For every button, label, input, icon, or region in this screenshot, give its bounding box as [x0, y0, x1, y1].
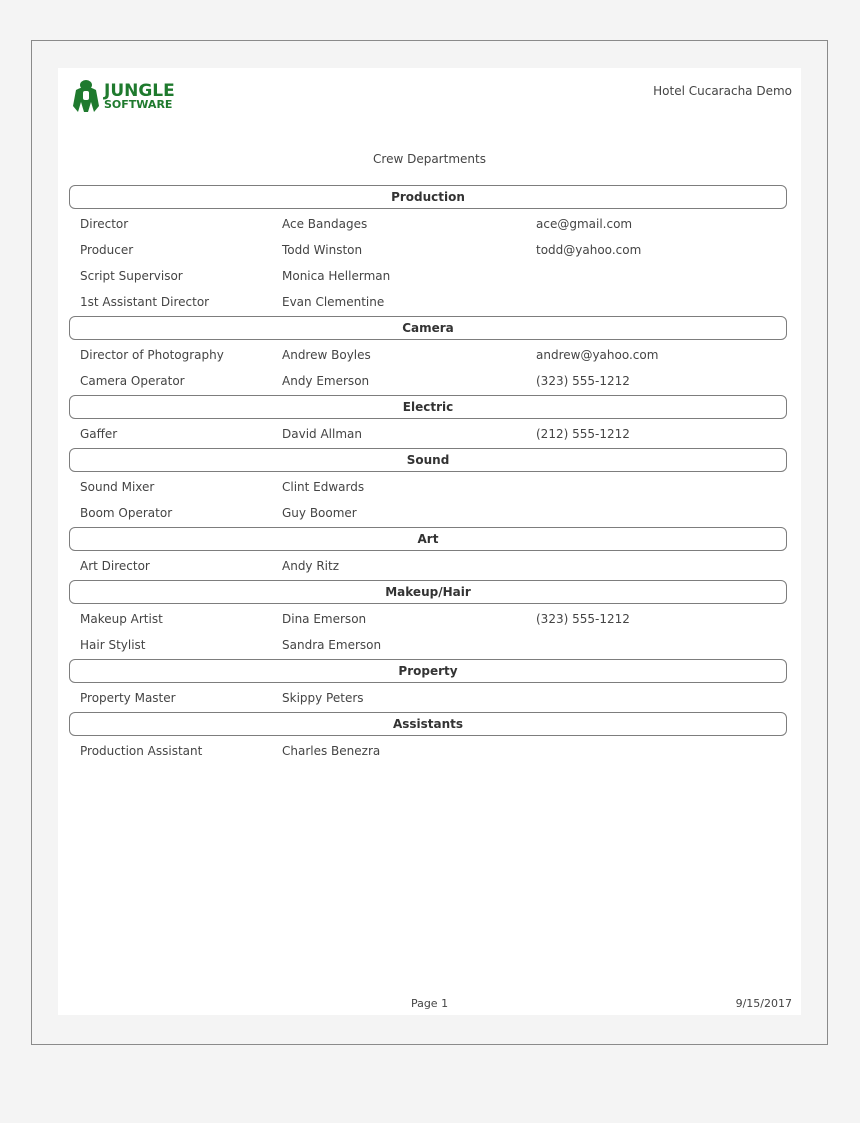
project-title: Hotel Cucaracha Demo [653, 84, 792, 98]
crew-row [58, 554, 801, 580]
crew-row [58, 422, 801, 448]
crew-name: Guy Boomer [282, 506, 357, 520]
crew-contact: (323) 555-1212 [536, 374, 630, 388]
crew-row [58, 739, 801, 765]
crew-role: Gaffer [80, 427, 118, 441]
crew-role: 1st Assistant Director [80, 295, 210, 309]
crew-name: Charles Benezra [282, 744, 381, 758]
page-number: Page 1 [410, 997, 449, 1010]
crew-contact: andrew@yahoo.com [536, 348, 659, 362]
logo-text-bottom: SOFTWARE [104, 98, 173, 111]
crew-row [58, 501, 801, 527]
crew-row [58, 633, 801, 659]
crew-role: Production Assistant [80, 744, 203, 758]
crew-name: Andy Emerson [282, 374, 370, 388]
report-title: Crew Departments [373, 152, 486, 166]
crew-row [58, 369, 801, 395]
crew-row [58, 343, 801, 369]
crew-role: Property Master [80, 691, 176, 705]
crew-row [58, 212, 801, 238]
crew-name: Todd Winston [282, 243, 363, 257]
department-list [58, 185, 801, 765]
crew-row [58, 290, 801, 316]
crew-name: Skippy Peters [282, 691, 364, 705]
crew-name: Ace Bandages [282, 217, 368, 231]
crew-name: David Allman [282, 427, 362, 441]
department-header: Sound [69, 448, 787, 472]
department-header: Assistants [69, 712, 787, 736]
crew-contact: ace@gmail.com [536, 217, 633, 231]
crew-name: Evan Clementine [282, 295, 385, 309]
crew-row [58, 686, 801, 712]
jungle-software-logo [72, 78, 182, 114]
department-header: Electric [69, 395, 787, 419]
department-header: Property [69, 659, 787, 683]
crew-role: Boom Operator [80, 506, 173, 520]
crew-name: Andrew Boyles [282, 348, 371, 362]
report-page [58, 68, 801, 1015]
crew-name: Andy Ritz [282, 559, 340, 573]
crew-role: Hair Stylist [80, 638, 146, 652]
crew-role: Director of Photography [80, 348, 224, 362]
logo-text-top: JUNGLE [104, 81, 175, 101]
crew-row [58, 264, 801, 290]
crew-role: Camera Operator [80, 374, 185, 388]
report-date: 9/15/2017 [735, 997, 792, 1010]
department-header: Art [69, 527, 787, 551]
crew-role: Art Director [80, 559, 150, 573]
crew-row [58, 238, 801, 264]
crew-name: Clint Edwards [282, 480, 365, 494]
crew-role: Producer [80, 243, 134, 257]
crew-row [58, 475, 801, 501]
crew-contact: (323) 555-1212 [536, 612, 630, 626]
crew-role: Script Supervisor [80, 269, 183, 283]
crew-name: Monica Hellerman [282, 269, 391, 283]
crew-name: Dina Emerson [282, 612, 367, 626]
crew-role: Makeup Artist [80, 612, 163, 626]
crew-role: Sound Mixer [80, 480, 155, 494]
crew-row [58, 607, 801, 633]
crew-contact: todd@yahoo.com [536, 243, 642, 257]
department-header: Production [69, 185, 787, 209]
department-header: Makeup/Hair [69, 580, 787, 604]
crew-role: Director [80, 217, 129, 231]
department-header: Camera [69, 316, 787, 340]
crew-contact: (212) 555-1212 [536, 427, 630, 441]
crew-name: Sandra Emerson [282, 638, 382, 652]
